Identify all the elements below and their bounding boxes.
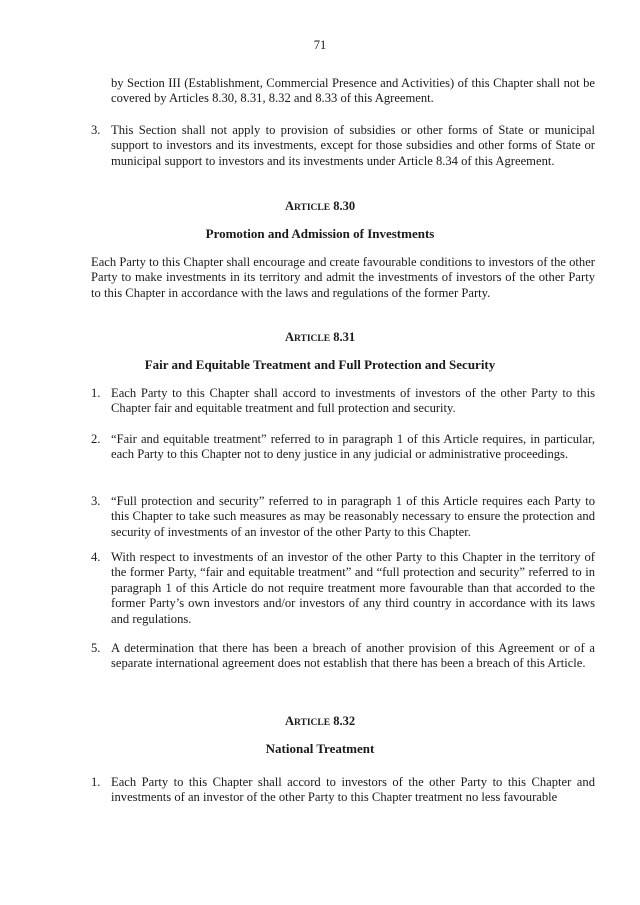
item-text: Each Party to this Chapter shall accord to investors of the other Party to this Chapter and investments of an investor of the other Party to this Chapter treatment no less favourable [111,775,595,805]
item-text: This Section shall not apply to provision of subsidies or other forms of State or municipal support to investors and its investments, except for those subsidies and other forms of State or municipal support to investors and its investments under Article 8.34 of this Agreement. [111,123,595,168]
item-text: Each Party to this Chapter shall accord to investments of investors of the other Party to this Chapter fair and equitable treatment and full protection and security. [111,386,595,416]
page-number: 71 [313,38,327,52]
item-text: With respect to investments of an investor of the other Party to this Chapter in the territory of the former Party, “fair and equitable treatment” and “full protection and security” referred to in paragraph 1 of this Article do not require treatment more favourable than that accorded to the former Party’s own investors and/or investors of any third country in accordance with its laws and regulations. [111,550,595,626]
article-body: Each Party to this Chapter shall encourage and create favourable conditions to investors of the other Party to make investments in its territory and admit the investments of investors of the other Party to this Chapter in accordance with the laws and regulations of the former Party. [91,255,595,300]
item-number: 4. [91,550,101,564]
article-heading: National Treatment [265,741,375,756]
item-number: 1. [91,775,101,789]
item-text: A determination that there has been a breach of another provision of this Agreement or of a separate international agreement does not establish that there has been a breach of this Article. [111,641,595,671]
article-heading: Fair and Equitable Treatment and Full Protection and Security [144,357,496,372]
article-label: ARTICLE 8.32 [284,714,356,728]
item-text: “Full protection and security” referred to in paragraph 1 of this Article requires each Party to this Chapter to take such measures as may be reasonably necessary to ensure the protection and security of investments of an investor of the other Party to this Chapter. [111,494,595,539]
item-number: 3. [91,494,101,508]
item-number: 5. [91,641,101,655]
item-text: “Fair and equitable treatment” referred to in paragraph 1 of this Article requires, in particular, each Party to this Chapter not to deny justice in any judicial or administrative proceedings. [111,432,595,462]
item-number: 2. [91,432,101,446]
article-heading: Promotion and Admission of Investments [205,226,435,241]
item-number: 3. [91,123,101,137]
article-label: ARTICLE 8.31 [284,330,356,344]
item-number: 1. [91,386,101,400]
intro-paragraph: by Section III (Establishment, Commercial Presence and Activities) of this Chapter shall not be covered by Articles 8.30, 8.31, 8.32 and 8.33 of this Agreement. [111,76,595,106]
article-label: ARTICLE 8.30 [284,199,356,213]
